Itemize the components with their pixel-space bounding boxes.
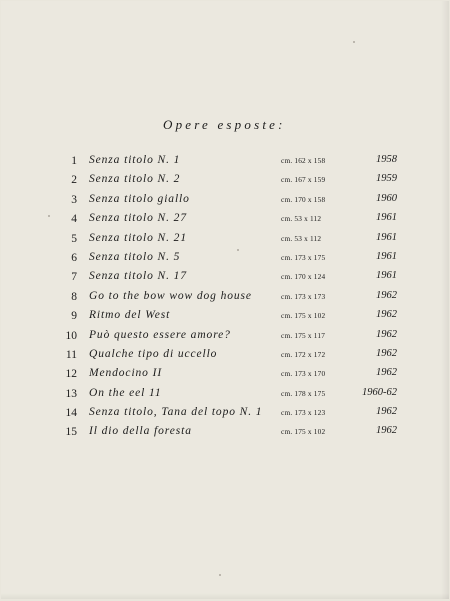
work-title: Senza titolo N. 27 [89, 212, 187, 225]
work-number: 8 [71, 290, 77, 303]
work-number: 4 [71, 213, 77, 226]
work-number: 1 [71, 155, 77, 167]
work-row [59, 151, 399, 170]
work-year: 1962 [376, 309, 397, 321]
work-row [59, 345, 399, 364]
work-dimensions: cm. 173 x 123 [281, 408, 326, 418]
work-number: 12 [65, 368, 77, 381]
work-dimensions: cm. 173 x 173 [281, 291, 326, 301]
work-title: Senza titolo N. 17 [89, 270, 187, 283]
work-row [59, 364, 399, 383]
work-row [59, 170, 399, 189]
work-row [59, 306, 399, 325]
work-title: Senza titolo giallo [89, 192, 190, 205]
work-row [59, 403, 399, 422]
work-dimensions: cm. 172 x 172 [281, 349, 326, 359]
work-year: 1960 [376, 192, 397, 204]
work-number: 2 [71, 174, 77, 187]
work-year: 1962 [376, 406, 397, 418]
work-row [59, 384, 399, 403]
work-dimensions: cm. 167 x 159 [281, 175, 326, 185]
works-list [59, 151, 399, 442]
work-number: 13 [65, 387, 77, 400]
work-title: Go to the bow wow dog house [89, 289, 252, 302]
work-row [59, 287, 399, 306]
work-dimensions: cm. 173 x 175 [281, 252, 326, 262]
work-number: 14 [65, 407, 77, 420]
work-dimensions: cm. 173 x 170 [281, 369, 326, 379]
work-title: Senza titolo N. 5 [89, 250, 181, 263]
work-number: 11 [65, 348, 77, 361]
work-year: 1961 [376, 250, 397, 262]
work-title: Può questo essere amore? [89, 328, 231, 341]
work-year: 1959 [376, 173, 397, 185]
work-number: 5 [71, 232, 77, 245]
work-title: Mendocino II [89, 367, 163, 380]
work-year: 1958 [376, 154, 397, 165]
work-title: Senza titolo N. 1 [89, 154, 181, 166]
work-row [59, 422, 399, 441]
work-dimensions: cm. 162 x 158 [281, 156, 326, 165]
work-dimensions: cm. 53 x 112 [281, 214, 322, 224]
work-dimensions: cm. 178 x 175 [281, 388, 326, 398]
work-title: Qualche tipo di uccello [89, 347, 218, 360]
work-number: 15 [65, 426, 77, 439]
page-edge-shadow [441, 1, 449, 599]
work-year: 1960-62 [362, 386, 397, 398]
work-title: Senza titolo, Tana del topo N. 1 [89, 406, 263, 419]
work-year: 1961 [376, 270, 397, 282]
page-bottom-shadow [1, 593, 449, 599]
work-title: Ritmo del West [89, 309, 171, 322]
work-number: 7 [71, 271, 77, 284]
work-dimensions: cm. 53 x 112 [281, 233, 322, 243]
work-year: 1962 [376, 289, 397, 301]
work-number: 6 [71, 251, 77, 264]
work-dimensions: cm. 175 x 102 [281, 311, 326, 321]
work-year: 1962 [376, 367, 397, 379]
work-row [59, 326, 399, 345]
work-year: 1962 [376, 328, 397, 340]
paper-speck [219, 574, 221, 576]
work-dimensions: cm. 170 x 124 [281, 272, 326, 282]
paper-speck [353, 41, 355, 43]
work-dimensions: cm. 170 x 158 [281, 194, 326, 204]
work-title: Senza titolo N. 2 [89, 173, 181, 186]
work-row [59, 229, 399, 248]
paper-speck [48, 215, 50, 217]
work-row [59, 267, 399, 286]
work-title: Il dio della foresta [89, 425, 192, 438]
work-year: 1962 [376, 347, 397, 359]
catalog-page [1, 1, 449, 599]
work-row [59, 209, 399, 228]
work-title: On the eel 11 [89, 386, 162, 399]
work-title: Senza titolo N. 21 [89, 231, 187, 244]
work-number: 3 [71, 193, 77, 206]
work-year: 1962 [376, 425, 397, 437]
work-number: 9 [71, 310, 77, 323]
work-dimensions: cm. 175 x 102 [281, 427, 326, 437]
list-heading: Opere esposte: [163, 117, 286, 132]
work-row [59, 248, 399, 267]
work-year: 1961 [376, 212, 397, 224]
work-year: 1961 [376, 231, 397, 243]
work-number: 10 [65, 329, 77, 342]
work-dimensions: cm. 175 x 117 [281, 330, 326, 340]
work-row [59, 190, 399, 209]
